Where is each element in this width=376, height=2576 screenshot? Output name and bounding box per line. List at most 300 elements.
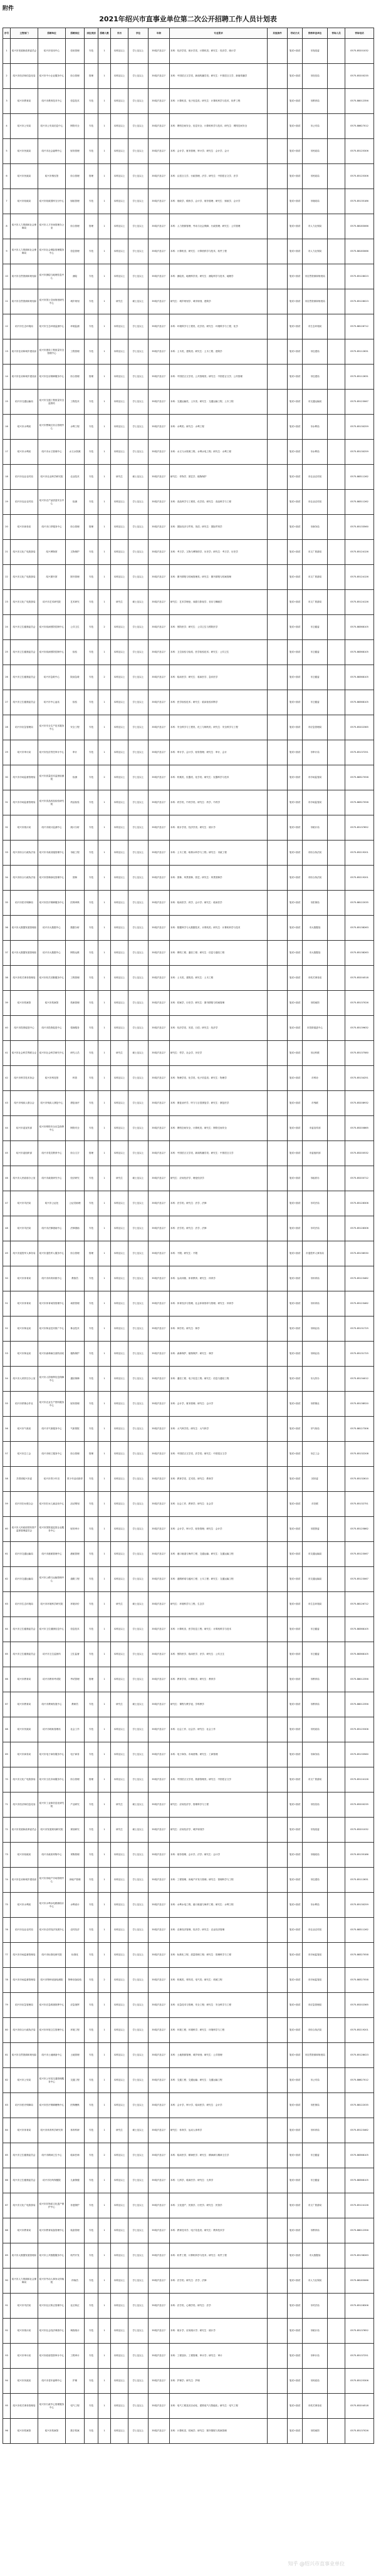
table-cell: 0575-85136530 (345, 1241, 374, 1266)
table-row (3, 239, 374, 264)
table-cell: 学士及以上 (128, 866, 149, 891)
table-cell: 本科：食品科学与工程类、化学类；研究生：食品科学与工程 (170, 490, 268, 515)
table-cell: 0575-85219201 (345, 841, 374, 866)
table-cell: 研究生 (111, 1792, 128, 1818)
table-cell: 市机关事务局 (303, 2394, 328, 2419)
table-cell: 信息技术 (66, 1617, 85, 1642)
table-cell: 1 (98, 2193, 111, 2218)
table-cell: 交通工程 (66, 2068, 85, 2093)
table-cell (328, 1392, 345, 1417)
table-cell: 17 (3, 440, 11, 465)
table-cell: 专技 (85, 790, 98, 815)
table-cell: 绍兴市经济和信息化局 (11, 1792, 38, 1818)
table-cell (328, 991, 345, 1016)
table-cell (268, 615, 288, 640)
table-row (3, 1667, 374, 1692)
table-cell: 市住建局 (303, 365, 328, 390)
table-cell: 笔试+面试 (288, 1392, 303, 1417)
table-cell: 本科：水利水电工程、港口航道与海岸工程；研究生：水利工程 (170, 1893, 268, 1918)
table-cell: 专技 (85, 239, 98, 264)
table-cell: 绍兴市自然资源和规划局 (11, 289, 38, 314)
table-cell: 环境工程 (66, 2018, 85, 2043)
table-cell: 笔试+面试 (288, 214, 303, 239)
table-cell: 0575-85133560 (345, 515, 374, 540)
table-cell: 绍兴市人才市场管理办公室 (38, 214, 66, 239)
table-cell: 笔试+面试 (288, 540, 303, 565)
table-cell (268, 2344, 288, 2369)
table-cell: 本科及以上 (111, 2319, 128, 2344)
table-cell: 本科及以上 (111, 339, 128, 365)
table-cell: 53 (3, 1342, 11, 1367)
table-cell: 1 (98, 1843, 111, 1868)
table-cell: 本科及以上 (111, 615, 128, 640)
table-cell: 0575-88012356 (345, 2218, 374, 2243)
table-cell (268, 590, 288, 615)
table-cell (268, 440, 288, 465)
table-cell: 学士及以上 (128, 1392, 149, 1417)
table-cell: 本科：运动训练、体育教育；研究生：体育学 (170, 1266, 268, 1291)
table-cell: 62 (3, 1567, 11, 1592)
table-cell: 硕士及以上 (128, 289, 149, 314)
table-cell (328, 565, 345, 590)
table-cell: 40 (3, 1016, 11, 1041)
table-cell: 本科：交通运输类、土木类；研究生：交通运输工程、土木工程 (170, 390, 268, 415)
table-cell: 本科及以上 (111, 2068, 128, 2093)
table-cell: 管理 (85, 1667, 98, 1692)
table-cell: 本科：大气科学类；研究生：大气科学 (170, 1417, 268, 1442)
table-cell: 专技 (85, 415, 98, 440)
table-cell: 市财政局 (303, 189, 328, 214)
table-cell: 学士及以上 (128, 1291, 149, 1316)
table-cell (328, 1342, 345, 1367)
table-row (3, 289, 374, 314)
table-cell: 本科及以上 (111, 2168, 128, 2193)
table-cell: 51 (3, 1291, 11, 1316)
table-cell: 市教育局 (303, 1667, 328, 1692)
table-cell: 1 (98, 89, 111, 114)
table-cell: 35周岁及以下 (149, 1993, 170, 2018)
table-cell: 本科及以上 (111, 365, 128, 390)
table-cell: 35周岁及以下 (149, 2118, 170, 2143)
column-header: 主管部门 (11, 28, 38, 39)
table-cell: 学士及以上 (128, 540, 149, 565)
table-cell: 综合管理 (66, 1767, 85, 1792)
table-cell: 绍兴市审计局 (11, 2344, 38, 2369)
table-cell: 28 (3, 715, 11, 740)
page-title: 2021年绍兴市直事业单位第二次公开招聘工作人员计划表 (99, 15, 277, 23)
table-cell: 35周岁及以下 (149, 1692, 170, 1717)
table-cell: 绍兴市供销合作社 (11, 1392, 38, 1417)
table-cell: 本科及以上 (111, 565, 128, 590)
table-cell: 1 (98, 2394, 111, 2419)
table-cell: 本科及以上 (111, 1717, 128, 1742)
table-cell (328, 715, 345, 740)
table-cell: 笔试+面试 (288, 690, 303, 715)
table-cell: 0575-88183066 (345, 239, 374, 264)
table-cell: 综合管理 (66, 1442, 85, 1467)
table-cell: 39 (3, 991, 11, 1016)
table-cell: 本科及以上 (111, 1767, 128, 1792)
table-cell: 规划研究 (66, 1818, 85, 1843)
table-cell: 0575-88368105 (345, 615, 374, 640)
table-cell: 考试管理 (66, 1667, 85, 1692)
table-cell: 绍兴市生态环境局 (11, 1592, 38, 1617)
table-cell: 学士及以上 (128, 2268, 149, 2294)
table-cell: 绍兴市电子商务服务中心 (38, 1742, 66, 1767)
table-cell: 0575-85131725 (345, 1316, 374, 1342)
table-cell: 35周岁及以下 (149, 2018, 170, 2043)
table-cell: 市经信局 (303, 1792, 328, 1818)
table-row (3, 2344, 374, 2369)
table-cell: 本科及以上 (111, 1116, 128, 1141)
table-cell: 绍兴市生态环境局 (11, 314, 38, 339)
table-cell: 市林业局 (303, 1316, 328, 1342)
table-cell: 硕士及以上 (128, 1592, 149, 1617)
table-cell: 49 (3, 1241, 11, 1266)
table-cell: 87 (3, 2193, 11, 2218)
table-cell: 绍兴市公安局 (11, 114, 38, 139)
table-cell: 本科：审计学、会计学、财务管理；研究生：审计、会计 (170, 740, 268, 765)
table-cell: 35周岁及以下 (149, 440, 170, 465)
table-cell: 学士及以上 (128, 314, 149, 339)
table-cell: 35周岁及以下 (149, 715, 170, 740)
table-cell (268, 2193, 288, 2218)
table-cell (268, 1943, 288, 1968)
table-cell: 学士及以上 (128, 1893, 149, 1918)
table-cell: 儿童保健 (66, 2168, 85, 2193)
table-cell: 35周岁及以下 (149, 1667, 170, 1692)
table-cell: 绍兴市工业和信息化研究院 (38, 1792, 66, 1818)
table-cell: 35周岁及以下 (149, 1417, 170, 1442)
table-cell: 1 (98, 365, 111, 390)
table-cell: 0575-85137026 (345, 2419, 374, 2444)
table-cell: 硕士及以上 (128, 1692, 149, 1717)
table-cell (268, 64, 288, 89)
table-cell: 0575-85137652 (345, 2319, 374, 2344)
table-cell (328, 1216, 345, 1241)
table-cell: 数字档案 (66, 2419, 85, 2444)
table-cell (268, 1742, 288, 1767)
attachment-label: 附件 (3, 6, 14, 12)
table-cell: 35周岁及以下 (149, 1818, 170, 1843)
table-cell: 绍兴市司法局 (11, 1216, 38, 1241)
table-cell: 35周岁及以下 (149, 1843, 170, 1868)
table-cell: 绍兴市水利局 (11, 1893, 38, 1918)
table-cell: 35周岁及以下 (149, 339, 170, 365)
table-row (3, 2093, 374, 2118)
table-cell: 1 (98, 2168, 111, 2193)
table-cell: 学士及以上 (128, 916, 149, 941)
table-cell: 0575-85123462 (345, 2118, 374, 2143)
table-cell: 本科：药学类、中药学类；研究生：药学、中药学 (170, 790, 268, 815)
table-cell: 2 (98, 1968, 111, 1993)
table-cell: 0575-85124126 (345, 1767, 374, 1792)
table-cell: 本科及以上 (111, 640, 128, 665)
table-row (3, 1392, 374, 1417)
table-cell: 本科及以上 (111, 1091, 128, 1116)
table-cell: 市综合执法局 (303, 841, 328, 866)
table-cell: 1 (98, 1918, 111, 1943)
table-cell: 绍兴市老年福利中心 (38, 2369, 66, 2394)
table-cell: 学士及以上 (128, 1542, 149, 1567)
table-cell (268, 1141, 288, 1166)
table-cell: 本科及以上 (111, 89, 128, 114)
table-cell: 本科及以上 (111, 515, 128, 540)
table-cell (328, 1868, 345, 1893)
table-cell: 研究生：作物学、园艺学、植物保护 (170, 465, 268, 490)
table-cell (328, 1943, 345, 1968)
table-cell (268, 1617, 288, 1642)
table-cell: 绍兴市土地储备中心 (38, 2043, 66, 2068)
table-cell: 专技 (85, 916, 98, 941)
table-cell: 35周岁及以下 (149, 1592, 170, 1617)
table-cell (268, 790, 288, 815)
table-cell: 学士及以上 (128, 114, 149, 139)
table-cell: 笔试+面试 (288, 239, 303, 264)
table-cell: 社区矫正 (66, 2294, 85, 2319)
table-cell: 绍兴市交通运输局 (11, 1542, 38, 1567)
table-cell: 绍兴市市场监督管理局 (11, 765, 38, 790)
table-cell: 笔试+面试 (288, 1091, 303, 1116)
table-cell: 本科及以上 (111, 314, 128, 339)
table-cell: 1 (98, 314, 111, 339)
table-row (3, 1041, 374, 1066)
table-cell (328, 1667, 345, 1692)
table-cell (328, 1016, 345, 1041)
table-cell: 气象预报 (66, 1417, 85, 1442)
table-cell: 本科：法学类、心理学类；研究生：法学 (170, 2294, 268, 2319)
table-cell: 35周岁及以下 (149, 1392, 170, 1417)
table-body (3, 39, 374, 2444)
table-cell: 专技 (85, 2168, 98, 2193)
table-cell: 35周岁及以下 (149, 1567, 170, 1592)
table-cell (268, 540, 288, 565)
table-cell: 35周岁及以下 (149, 1893, 170, 1918)
table-cell: 本科：道路桥梁与渡河工程、土木工程；研究生：交通运输工程 (170, 1567, 268, 1592)
table-cell: 1 (98, 1818, 111, 1843)
table-cell: 本科：会计学、审计学、临床医学；研究生：会计学 (170, 2093, 268, 2118)
table-cell: 35周岁及以下 (149, 1216, 170, 1241)
table-cell: 本科：计算机类；研究生：计算机科学与技术、软件工程 (170, 239, 268, 264)
table-cell: 绍兴市卫生健康委员会 (11, 615, 38, 640)
table-cell: 市政府办 (303, 1166, 328, 1191)
table-cell (328, 289, 345, 314)
table-row (3, 2018, 374, 2043)
table-cell: 35周岁及以下 (149, 289, 170, 314)
table-cell: 86 (3, 2168, 11, 2193)
table-cell: 本科：经济学类、英语、日语；研究生：经济学 (170, 1016, 268, 1041)
table-cell: 综合管理 (66, 365, 85, 390)
table-cell: 审计 (66, 740, 85, 765)
table-cell: 1 (98, 189, 111, 214)
table-cell: 市统计局 (303, 815, 328, 841)
table-cell: 59 (3, 1492, 11, 1517)
table-cell (328, 690, 345, 715)
table-cell: 本科及以上 (111, 1467, 128, 1492)
table-cell: 绍兴市殡仪馆 (38, 164, 66, 189)
table-cell: 0575-85208932 (345, 1091, 374, 1116)
table-cell: 43 (3, 1091, 11, 1116)
table-cell: 学士及以上 (128, 765, 149, 790)
table-cell: 笔试+面试 (288, 289, 303, 314)
table-cell: 35周岁及以下 (149, 490, 170, 515)
table-cell: 水文水资源 (66, 440, 85, 465)
table-cell: 绍兴市标准化研究院 (38, 1943, 66, 1968)
table-cell: 本科及以上 (111, 1442, 128, 1467)
table-cell: 学士及以上 (128, 415, 149, 440)
table-cell: 笔试+面试 (288, 1843, 303, 1868)
table-cell: 学士及以上 (128, 665, 149, 690)
table-cell: 本科：土地资源管理、城乡规划；研究生：公共管理 (170, 2043, 268, 2068)
table-cell: 学士及以上 (128, 1492, 149, 1517)
table-cell: 笔试+面试 (288, 415, 303, 440)
table-cell (268, 89, 288, 114)
table-cell: 笔试+面试 (288, 1918, 303, 1943)
table-cell: 35周岁及以下 (149, 465, 170, 490)
table-cell: 学士及以上 (128, 440, 149, 465)
table-cell: 笔试+面试 (288, 1016, 303, 1041)
table-cell: 52 (3, 1316, 11, 1342)
table-cell: 市卫健委 (303, 640, 328, 665)
table-cell: 本科及以上 (111, 1742, 128, 1767)
table-cell: 35周岁及以下 (149, 966, 170, 991)
table-cell: 24 (3, 615, 11, 640)
table-cell: 本科及以上 (111, 139, 128, 164)
table-row (3, 1717, 374, 1742)
table-cell: 35周岁及以下 (149, 1767, 170, 1792)
table-cell: 77 (3, 1943, 11, 1968)
table-cell: 21 (3, 540, 11, 565)
table-cell: 港航管理 (66, 1542, 85, 1567)
table-cell: 本科：水文与水资源工程、水利水电工程；研究生：水利工程 (170, 440, 268, 465)
table-cell: 绍兴市交通工程质量安全监督站 (38, 390, 66, 415)
table-cell: 研究生：艺术学理论、戏剧与影视学、音乐与舞蹈学 (170, 590, 268, 615)
table-cell: 绍兴市住房和城乡建设局 (11, 339, 38, 365)
table-cell: 道路工程 (66, 1567, 85, 1592)
table-cell: 笔试+面试 (288, 1667, 303, 1692)
table-cell: 笔试+面试 (288, 1742, 303, 1767)
table-cell: 89 (3, 2243, 11, 2268)
table-row (3, 1191, 374, 1216)
table-cell: 市人防办 (303, 1367, 328, 1392)
table-cell: 专技 (85, 1642, 98, 1667)
table-cell (328, 1442, 345, 1467)
table-cell: 市生态环境局 (303, 1592, 328, 1617)
table-cell: 绍兴市教师发展中心 (38, 1692, 66, 1717)
table-cell: 专技 (85, 841, 98, 866)
table-cell: 绍兴市水利水电勘测设计中心 (38, 1893, 66, 1918)
table-cell: 8 (3, 214, 11, 239)
table-row (3, 39, 374, 64)
table-row (3, 2243, 374, 2268)
table-cell: 绍兴市发展和改革委员会 (11, 39, 38, 64)
table-cell: 绍兴市青少年宫 (38, 1467, 66, 1492)
table-cell: 0575-88126712 (345, 1592, 374, 1617)
table-cell: 康复治疗 (66, 1091, 85, 1116)
table-cell: 35周岁及以下 (149, 815, 170, 841)
table-cell (328, 916, 345, 941)
table-cell (268, 1216, 288, 1241)
table-cell: 管理 (85, 214, 98, 239)
table-cell: 38 (3, 966, 11, 991)
table-cell: 学士及以上 (128, 2294, 149, 2319)
table-cell (328, 1467, 345, 1492)
table-cell: 笔试+面试 (288, 365, 303, 390)
table-cell (328, 1642, 345, 1667)
table-row (3, 139, 374, 164)
table-cell: 农业技术 (66, 465, 85, 490)
table-cell: 绍兴市农村经济发展中心 (38, 1918, 66, 1943)
table-cell: 73 (3, 1843, 11, 1868)
table-cell: 45 (3, 1141, 11, 1166)
table-cell: 本科：临床医学、精神医学；研究生：精神病与精神卫生学 (170, 2143, 268, 2168)
table-cell: 绍兴市文化广电旅游局 (11, 2193, 38, 2218)
table-cell: 0575-85137580 (345, 1041, 374, 1066)
table-cell: 笔试+面试 (288, 2168, 303, 2193)
table-cell: 笔试+面试 (288, 740, 303, 765)
table-cell: 本科及以上 (111, 1843, 128, 1868)
table-cell: 46 (3, 1166, 11, 1191)
table-cell: 0575-85138263 (345, 2243, 374, 2268)
table-cell: 笔试+面试 (288, 790, 303, 815)
table-cell: 学士及以上 (128, 2068, 149, 2093)
table-cell: 绍兴市统计监测中心 (38, 815, 66, 841)
table-cell: 0575-88327058 (345, 790, 374, 815)
table-cell: 0575-88183066 (345, 214, 374, 239)
table-cell: 专技 (85, 715, 98, 740)
table-cell: 35 (3, 891, 11, 916)
table-cell: 绍兴市发展规划研究院 (38, 1818, 66, 1843)
table-cell: 本科：土木工程、给排水科学与工程；研究生：市政工程 (170, 841, 268, 866)
table-cell: 1 (98, 640, 111, 665)
table-cell: 95 (3, 2394, 11, 2419)
table-cell: 79 (3, 1993, 11, 2018)
table-cell: 市生态环境局 (303, 314, 328, 339)
table-row (3, 1442, 374, 1467)
table-cell: 1 (98, 2218, 111, 2243)
table-cell: 绍兴市投资促进中心 (11, 1016, 38, 1041)
table-cell (328, 390, 345, 415)
table-cell: 本科：统计学类、经济学类；研究生：统计学 (170, 815, 268, 841)
table-cell: 专技 (85, 590, 98, 615)
table-cell: 市市场监管局 (303, 765, 328, 790)
table-cell: 35周岁及以下 (149, 790, 170, 815)
table-cell: 19 (3, 490, 11, 515)
table-cell (328, 2419, 345, 2444)
column-header: 咨询人员 (328, 28, 345, 39)
table-row (3, 866, 374, 891)
table-cell: 1 (98, 490, 111, 515)
table-cell: 绍兴市体育科学研究所 (38, 2118, 66, 2143)
table-cell (328, 264, 345, 289)
table-cell: 笔试+面试 (288, 64, 303, 89)
table-cell: 医保稽核 (66, 2093, 85, 2118)
table-cell: 绍兴市妇女儿童活动中心 (38, 1492, 66, 1517)
table-cell: 财政管理 (66, 189, 85, 214)
table-cell: 绍兴市口岸服务中心 (38, 515, 66, 540)
table-cell: 本科及以上 (111, 966, 128, 991)
table-cell: 市民政局 (303, 1717, 328, 1742)
table-cell: 学士及以上 (128, 1467, 149, 1492)
table-cell: 35周岁及以下 (149, 365, 170, 390)
table-cell: 专技 (85, 991, 98, 1016)
table-cell: 1 (98, 1692, 111, 1717)
table-cell: 35周岁及以下 (149, 1316, 170, 1342)
table-row (3, 2218, 374, 2243)
table-cell: 本科：法学类；研究生：法学、法律 (170, 1191, 268, 1216)
table-cell: 90 (3, 2268, 11, 2294)
table-cell: 研究生 (111, 2118, 128, 2143)
